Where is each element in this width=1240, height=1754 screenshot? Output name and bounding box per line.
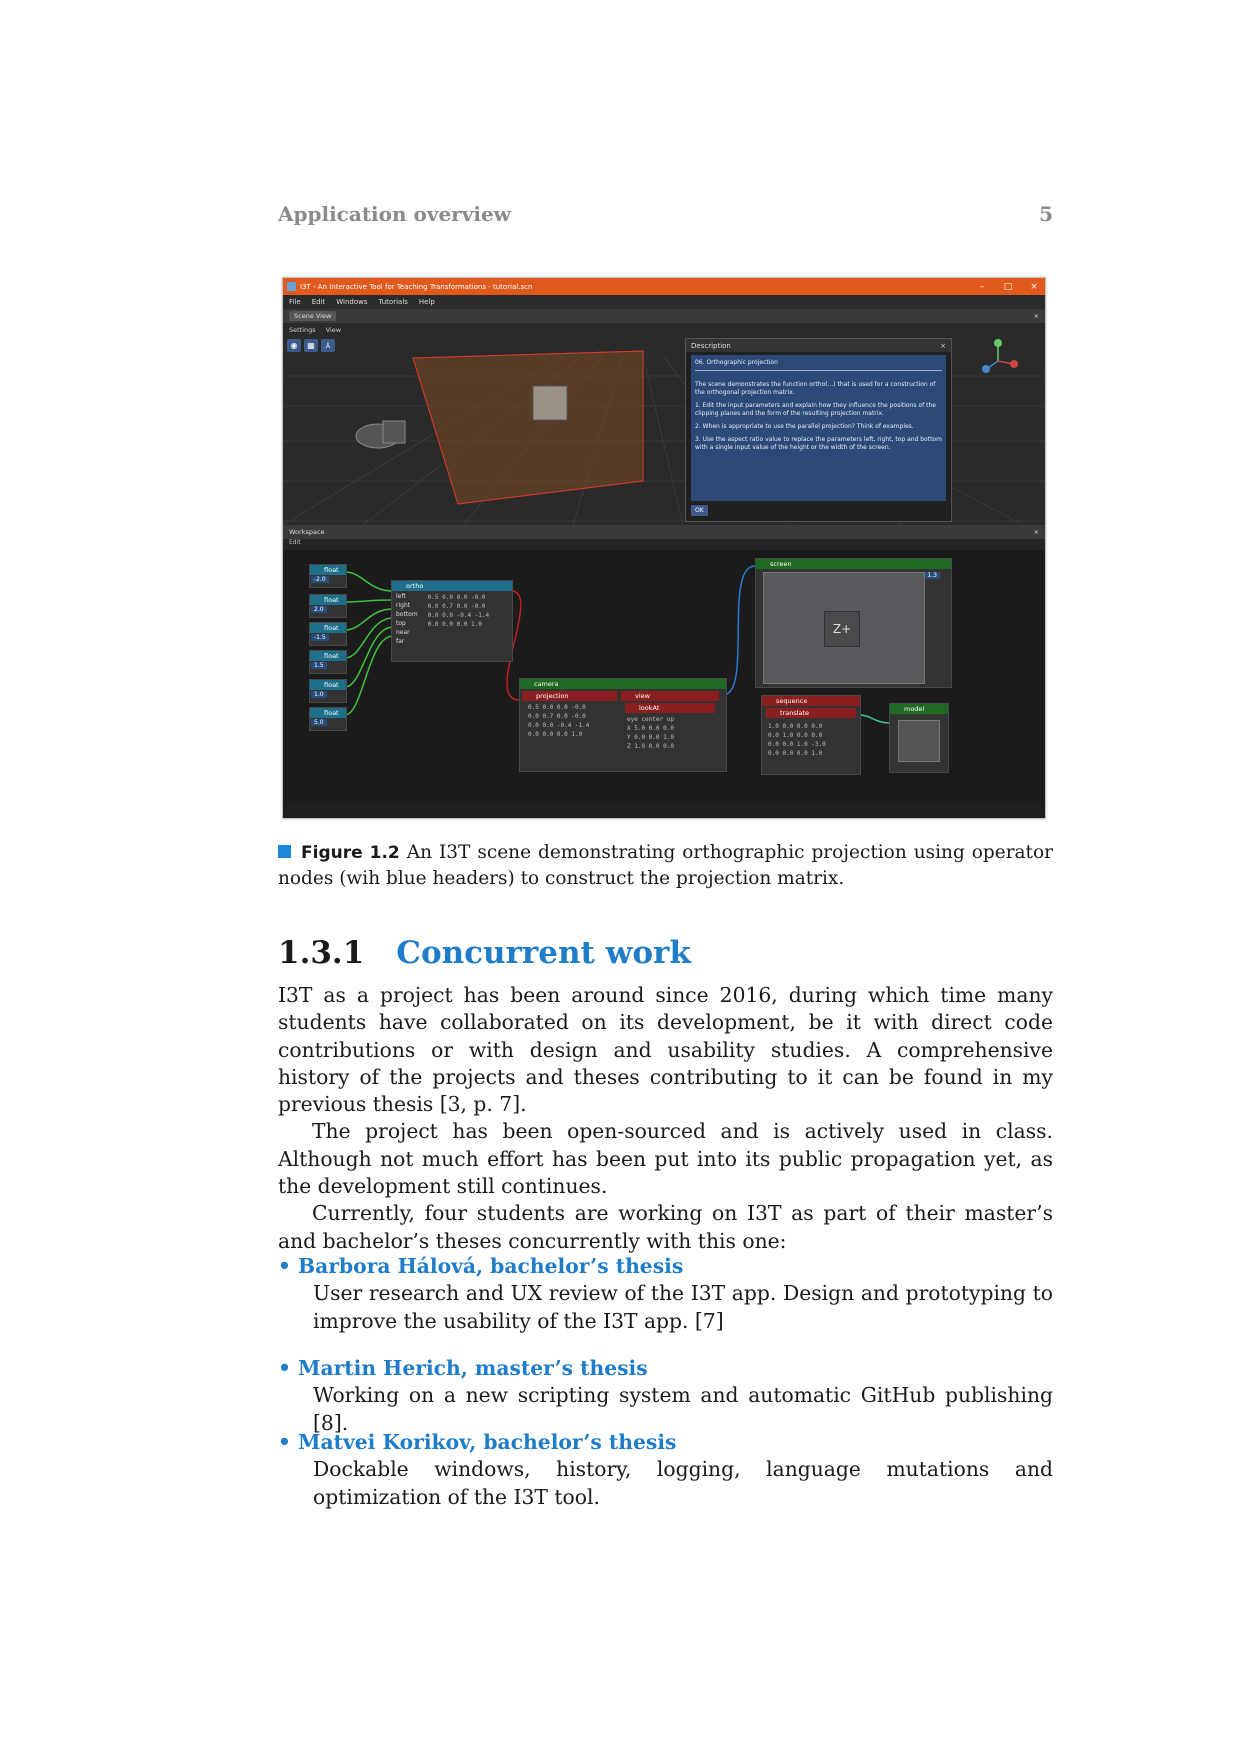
sequence-node[interactable] [761,695,861,775]
matrix [522,701,617,741]
item-heading: Barbora Hálová, bachelor’s thesis [298,1254,684,1278]
menu-view[interactable]: View [325,325,342,334]
bullet-icon: • [278,1254,299,1278]
close-icon[interactable]: × [1033,528,1039,536]
float-value[interactable]: 5.0 [311,719,327,726]
description-title: Description [691,341,731,350]
projection-header: projection [522,691,617,701]
section-title: Concurrent work [396,935,691,971]
tutorial-title: 06. Orthographic projection [695,359,942,371]
description-body [691,355,946,501]
menu-windows[interactable]: Windows [336,298,368,306]
view-header: view [621,691,719,701]
float-value[interactable]: 1.0 [311,691,327,698]
input-bottom: bottom [396,611,418,618]
paragraph: I3T as a project has been around since 2016, during which time many students have collaborated on its development, be it with direct code contributions or with design and usability studies. A comprehensive history of the projects and theses contributing to it can be found in my previous thesis [3, p. 7]. [278,983,1053,1117]
running-head [278,202,1053,226]
matrix-row: X 5.0 0.0 0.0 [627,725,674,732]
matrix-row: 0.5 0.0 0.0 -0.0 [528,704,586,711]
input-left: left [396,593,406,600]
close-icon[interactable]: × [940,341,946,350]
node-header: sequence [762,696,860,706]
menu-edit[interactable]: Edit [311,298,326,306]
window-title: I3T - An Interactive Tool for Teaching Transformations - tutorial.scn [300,282,533,291]
workspace-edit-menu[interactable]: Edit [283,539,1045,550]
body-text [278,982,1053,1255]
section-number: 1.3.1 [278,935,365,971]
float-value[interactable]: -1.5 [311,634,329,641]
view-block [621,691,719,753]
matrix-row: 0.0 0.0 0.0 1.0 [768,750,823,757]
menubar [283,295,1045,309]
item-heading: Martin Herich, master’s thesis [298,1356,648,1380]
tab-workspace[interactable]: Workspace [289,528,325,536]
page-number: 5 [1039,202,1053,226]
input-right: right [396,602,411,609]
matrix [422,591,495,647]
float-value[interactable]: 1.5 [311,662,327,669]
matrix-row: Z 1.0 0.0 0.0 [627,743,674,750]
input-near: near [396,629,410,636]
lookat-columns: eye center up [627,716,674,723]
bullet-icon: • [278,1430,299,1454]
node-header: float [310,595,346,605]
menu-file[interactable]: File [289,298,301,306]
node-header: float [310,565,346,575]
item-body: Dockable windows, history, logging, language mutations and optimization of the I3T tool. [313,1457,1053,1509]
maximize-icon[interactable]: □ [1003,281,1013,292]
matrix-row: 0.0 1.0 0.0 0.0 [768,732,823,739]
ortho-node[interactable] [391,580,513,662]
description-paragraph: The scene demonstrates the function ortho(...) that is used for a construction of the orthogonal projection matrix. [695,381,936,396]
figure-screenshot [282,277,1046,819]
menu-settings[interactable]: Settings [289,325,316,334]
app-icon [287,282,296,291]
description-window [685,338,952,522]
node-header: float [310,708,346,718]
lookat-header: lookAt [625,703,715,713]
input-far: far [396,638,405,645]
float-node[interactable] [309,594,347,618]
float-node[interactable] [309,679,347,703]
float-node[interactable] [309,707,347,731]
item-body: User research and UX review of the I3T app. Design and prototyping to improve the usability of the I3T app. [7] [313,1281,1053,1333]
workspace-panel [283,525,1045,802]
float-value[interactable]: -2.0 [311,576,329,583]
node-header: model [890,704,948,714]
aspect-value[interactable]: 1.3 [924,572,940,579]
list-item [278,1429,1053,1511]
ok-button[interactable]: OK [691,505,708,516]
translate-header: translate [766,708,856,718]
float-value[interactable]: 2.0 [311,606,327,613]
bullet-icon: • [278,1356,299,1380]
item-heading: Matvei Korikov, bachelor’s thesis [298,1430,677,1454]
grid-icon[interactable]: ▦ [304,339,318,352]
float-node[interactable] [309,622,347,646]
matrix-row: 0.5 0.0 0.0 -0.0 [427,594,486,601]
float-node[interactable] [309,650,347,674]
list-item [278,1253,1053,1335]
input-top: top [396,620,406,627]
matrix-row: 0.0 0.7 0.0 -0.0 [528,713,586,720]
tab-scene-view[interactable]: Scene View [289,311,336,321]
matrix-row: Y 0.0 0.0 1.0 [627,734,674,741]
menu-tutorials[interactable]: Tutorials [378,298,408,306]
cube-preview: Z+ [824,611,860,647]
lookat-matrix [621,715,719,753]
caption-label: Figure 1.2 [301,843,400,863]
node-header: float [310,651,346,661]
close-icon[interactable]: × [1030,281,1038,292]
camera-node[interactable] [519,678,727,772]
description-paragraph: 1. Edit the input parameters and explain how they influence the positions of the clipping planes and the form of the resulting projection matrix. [695,402,936,417]
description-header [686,339,951,352]
window-titlebar [283,278,1045,295]
description-paragraph: 2. When is appropriate to use the parallel projection? Think of examples. [695,423,914,430]
scene-view-tabbar [283,309,1045,323]
list-item [278,1355,1053,1437]
paragraph: The project has been open-sourced and is actively used in class. Although not much effort has been put into its public propagation yet, as the development still continues. [278,1119,1053,1199]
node-header: camera [520,679,726,689]
model-thumbnail [898,720,940,762]
model-node[interactable] [889,703,949,773]
view-toolbar [287,339,335,352]
matrix [762,720,860,760]
workspace-tabbar [283,525,1045,539]
item-body: Working on a new scripting system and automatic GitHub publishing [8]. [313,1383,1053,1435]
matrix-row: 0.0 0.0 -0.4 -1.4 [528,722,590,729]
projection-block [522,691,617,753]
figure-caption [278,840,1053,891]
matrix-row: 0.0 0.0 1.0 -3.0 [768,741,826,748]
menu-help[interactable]: Help [418,298,435,306]
description-paragraph: 3. Use the aspect ratio value to replace the parameters left, right, top and bottom with a single input value of the height or the width of the screen. [695,436,942,451]
header-title: Application overview [278,202,511,226]
matrix-row: 0.0 0.7 0.0 -0.0 [427,603,486,610]
section-heading [278,935,691,971]
node-header: screen [756,559,951,569]
screen-preview [763,572,925,684]
float-node[interactable] [309,564,347,588]
minimize-icon[interactable]: – [979,281,985,292]
caption-text: An I3T scene demonstrating orthographic projection using operator nodes (wih blue headers) to construct the projection matrix. [278,842,1053,889]
scene-viewport[interactable] [283,336,1045,525]
eye-icon[interactable]: ◉ [287,339,301,352]
caption-marker-icon [278,845,291,858]
close-icon[interactable]: × [1033,312,1039,320]
matrix-row: 0.0 0.0 -0.4 -1.4 [427,612,490,619]
node-header: float [310,680,346,690]
node-canvas[interactable] [283,550,1045,802]
matrix-row: 0.0 0.0 0.0 1.0 [427,621,482,628]
axes-icon[interactable]: ⅄ [321,339,335,352]
node-header: float [310,623,346,633]
matrix-row: 0.0 0.0 0.0 1.0 [528,731,583,738]
node-header: ortho [392,581,512,591]
paragraph: Currently, four students are working on I3T as part of their master’s and bachelor’s theses concurrently with this one: [278,1201,1053,1253]
matrix-row: 1.0 0.0 0.0 0.0 [768,723,823,730]
scene-submenu [283,323,1045,336]
